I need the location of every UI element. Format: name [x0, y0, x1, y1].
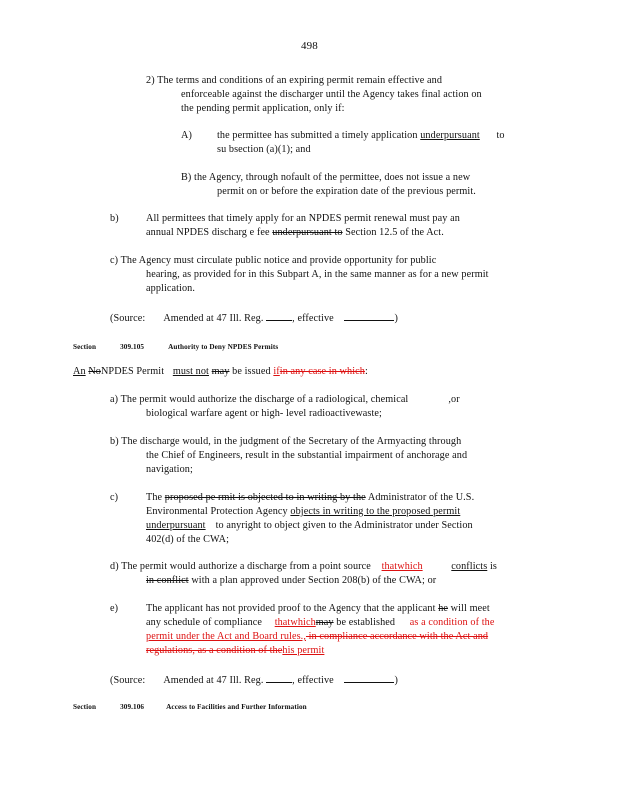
inserted-text: underpursuant: [420, 130, 480, 141]
section-title: Access to Facilities and Further Information: [166, 703, 307, 711]
b-text: annual NPDES discharg e fee: [146, 227, 270, 238]
ic-the: The: [146, 492, 163, 503]
intro-colon: :: [364, 366, 368, 377]
section-106-heading: [73, 701, 307, 713]
ic-line-4: 402(d) of the CWA;: [146, 534, 229, 545]
ia-line-1: [110, 394, 460, 406]
id-text: d) The permit would authorize a discharge from a point source: [110, 561, 371, 572]
inserted-condition: as a condition of the: [409, 617, 495, 628]
ia-or: ,or: [448, 394, 460, 405]
ib-line-3: navigation;: [146, 464, 193, 475]
source-close: ): [394, 675, 398, 686]
ic-line-1: [146, 492, 474, 504]
source-text: Amended at 47 Ill. Reg.: [163, 313, 264, 324]
ib-line-1: b) The discharge would, in the judgment of the Secretary of the Armyacting through: [110, 436, 462, 447]
deleted-red-text: regulations, as a condition of the: [146, 645, 283, 656]
p2-a-marker: A): [181, 130, 192, 141]
deleted-may: may: [211, 366, 230, 377]
id-is: is: [489, 561, 497, 572]
ic-line-3: [146, 520, 473, 532]
c-line-2: hearing, as provided for in this Subpart A, in the same manner as for a new permit: [146, 269, 489, 280]
source-line-1: [110, 311, 398, 325]
intro-line: [73, 366, 368, 378]
inserted-thatwhich: thatwhich: [381, 561, 423, 572]
ie-line-3: [146, 631, 488, 643]
id-line-2: [146, 575, 436, 587]
inserted-text: objects in writing to the proposed permit: [290, 506, 461, 517]
ia-line-2: biological warfare agent or high- level radioactivewaste;: [146, 408, 382, 419]
intro-text: NPDES Permit: [100, 366, 165, 377]
c-line-1: c) The Agency must circulate public notice and provide opportunity for public: [110, 255, 437, 266]
ie-will-meet: will meet: [450, 603, 490, 614]
source-text: Amended at 47 Ill. Reg.: [163, 675, 264, 686]
id-line-1: [110, 561, 497, 573]
p2-b-line-2: permit on or before the expiration date of the previous permit.: [217, 186, 476, 197]
ie-line-2: [146, 617, 494, 629]
section-number: 309.106: [120, 703, 145, 711]
section-label: Section: [73, 343, 97, 351]
b-text-end: Section 12.5 of the Act.: [342, 227, 444, 238]
ie-marker: e): [110, 603, 119, 614]
ib-line-2: the Chief of Engineers, result in the substantial impairment of anchorage and: [146, 450, 468, 461]
deleted-text: underpursuant to: [272, 227, 343, 238]
ie-line-4: [146, 645, 324, 657]
section-title: Authority to Deny NPDES Permits: [168, 343, 279, 351]
inserted-underpursuant: underpursuant: [146, 520, 206, 531]
deleted-red-text: in compliance accordance with the Act and: [305, 631, 489, 642]
section-number: 309.105: [120, 343, 145, 351]
source-close: ): [394, 313, 398, 324]
deleted-in-any-case: in any case in which: [279, 366, 365, 377]
b-line-1: All permittees that timely apply for an NPDES permit renewal must pay an: [146, 213, 460, 224]
deleted-may: may: [315, 617, 334, 628]
p2-line-1: 2) The terms and conditions of an expiring permit remain effective and: [146, 75, 443, 86]
inserted-his-permit: his permit: [282, 645, 325, 656]
ic-text: to anyright to object given to the Administrator under Section: [215, 520, 473, 531]
p2-a-line-2: su bsection (a)(1); and: [217, 144, 311, 155]
ic-admin: Administrator of the U.S.: [367, 492, 475, 503]
page-number: 498: [301, 40, 318, 52]
inserted-permit-text: permit under the Act and Board rules.,: [146, 631, 306, 642]
ic-line-2: [146, 506, 460, 518]
deleted-in-conflict: in conflict: [146, 575, 189, 586]
inserted-conflicts: conflicts: [451, 561, 488, 572]
p2-b-line-1: B) the Agency, through nofault of the permittee, does not issue a new: [181, 172, 471, 183]
deleted-text: proposed pe rmit is objected to in writing by the: [164, 492, 366, 503]
ie-established: be established: [333, 617, 396, 628]
source-effective: , effective: [292, 675, 334, 686]
deleted-he: he: [438, 603, 449, 614]
inserted-must-not: must not: [172, 366, 209, 377]
ie-text: The applicant has not provided proof to the Agency that the applicant: [146, 603, 436, 614]
deleted-no: No: [88, 366, 101, 377]
inserted-if: if: [273, 366, 280, 377]
source-label: (Source:: [110, 313, 146, 324]
inserted-an: An: [73, 366, 86, 377]
inserted-thatwhich: thatwhich: [274, 617, 316, 628]
c-line-3: application.: [146, 283, 196, 294]
p2-a-text: the permittee has submitted a timely application: [217, 130, 418, 141]
ie-line-1: [146, 603, 490, 615]
b-marker: b): [110, 213, 119, 224]
source-effective: , effective: [292, 313, 334, 324]
p2-line-3: the pending permit application, only if:: [181, 103, 345, 114]
intro-issued: be issued: [229, 366, 271, 377]
id-text-2: with a plan approved under Section 208(b) of the CWA; or: [188, 575, 437, 586]
p2-line-2: enforceable against the discharger until the Agency takes final action on: [181, 89, 482, 100]
section-label: Section: [73, 703, 97, 711]
source-label: (Source:: [110, 675, 146, 686]
section-105-heading: [73, 341, 278, 353]
source-line-2: [110, 673, 398, 687]
ic-epa: Environmental Protection Agency: [146, 506, 288, 517]
p2-a-to: to: [496, 130, 505, 141]
ie-schedule: any schedule of compliance: [146, 617, 263, 628]
b-line-2: [146, 227, 444, 239]
ia-text: a) The permit would authorize the discharge of a radiological, chemical: [110, 394, 409, 405]
ic-marker: c): [110, 492, 119, 503]
p2-a-line-1: [217, 130, 505, 142]
